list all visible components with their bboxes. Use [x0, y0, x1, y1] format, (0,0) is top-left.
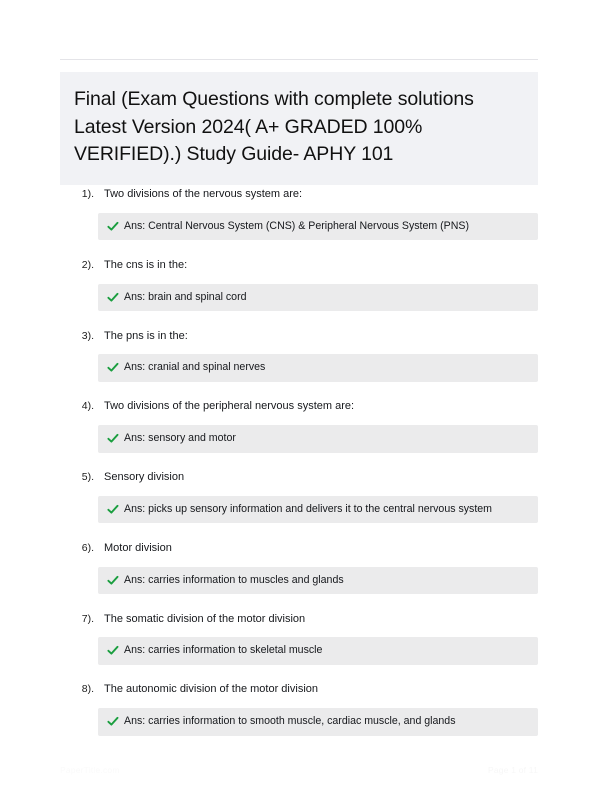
check-icon	[107, 503, 119, 516]
question-row	[0, 611, 606, 628]
answer-text: Ans: Central Nervous System (CNS) & Peripheral Nervous System (PNS)	[124, 219, 469, 232]
answer-box	[98, 637, 538, 665]
question-number: 2).	[81, 258, 94, 271]
page-footer	[60, 765, 538, 775]
question-text: Two divisions of the peripheral nervous system are:	[104, 400, 355, 413]
question-text: Two divisions of the nervous system are:	[104, 188, 303, 200]
question-text: The cns is in the:	[104, 258, 188, 271]
question-number: 6).	[81, 541, 94, 554]
check-icon	[107, 291, 119, 304]
header-divider	[60, 59, 538, 60]
check-icon	[107, 644, 119, 657]
question-number: 8).	[81, 683, 94, 696]
check-icon	[107, 361, 119, 374]
question-number: 4).	[81, 400, 94, 413]
question-answer-item	[0, 469, 606, 523]
question-row	[0, 469, 606, 486]
question-number: 5).	[81, 471, 94, 484]
question-row	[0, 681, 606, 698]
question-number: 3).	[81, 329, 94, 342]
question-text: The pns is in the:	[104, 329, 188, 342]
answer-box	[98, 284, 538, 312]
question-list	[0, 186, 606, 752]
question-answer-item	[0, 540, 606, 594]
question-answer-item	[0, 328, 606, 382]
question-number: 1).	[81, 188, 94, 200]
check-icon	[107, 574, 119, 587]
answer-text: Ans: picks up sensory information and delivers it to the central nervous system	[124, 502, 493, 515]
answer-box	[98, 708, 538, 736]
question-row	[0, 398, 606, 415]
question-text: The somatic division of the motor division	[104, 612, 306, 625]
answer-text: Ans: sensory and motor	[124, 432, 236, 445]
answer-box	[98, 213, 538, 241]
answer-text: Ans: carries information to skeletal muscle	[124, 644, 323, 657]
footer-page-number: Page 1 of 11	[488, 765, 538, 775]
question-answer-item	[0, 186, 606, 240]
check-icon	[107, 715, 119, 728]
check-icon	[107, 220, 119, 233]
answer-box	[98, 567, 538, 595]
question-number: 7).	[81, 612, 94, 625]
question-text: Motor division	[104, 541, 172, 554]
answer-text: Ans: carries information to smooth muscle, cardiac muscle, and glands	[124, 715, 456, 728]
answer-text: Ans: brain and spinal cord	[124, 290, 247, 303]
answer-text: Ans: cranial and spinal nerves	[124, 361, 266, 374]
question-row	[0, 186, 606, 203]
question-text: Sensory division	[104, 471, 185, 484]
answer-box	[98, 354, 538, 382]
question-row	[0, 540, 606, 557]
question-answer-item	[0, 257, 606, 311]
question-row	[0, 257, 606, 274]
check-icon	[107, 432, 119, 445]
title-banner	[60, 72, 538, 185]
footer-watermark: PaperTitle.com	[60, 765, 120, 775]
question-row	[0, 328, 606, 345]
answer-box	[98, 496, 538, 524]
question-text: The autonomic division of the motor division	[104, 683, 318, 696]
question-answer-item	[0, 681, 606, 735]
answer-box	[98, 425, 538, 453]
question-answer-item	[0, 611, 606, 665]
page-title: Final (Exam Questions with complete solutions Latest Version 2024( A+ GRADED 100% VERIFIED).) Study Guide- APHY 101	[74, 88, 474, 166]
answer-text: Ans: carries information to muscles and glands	[124, 573, 344, 586]
question-answer-item	[0, 398, 606, 452]
